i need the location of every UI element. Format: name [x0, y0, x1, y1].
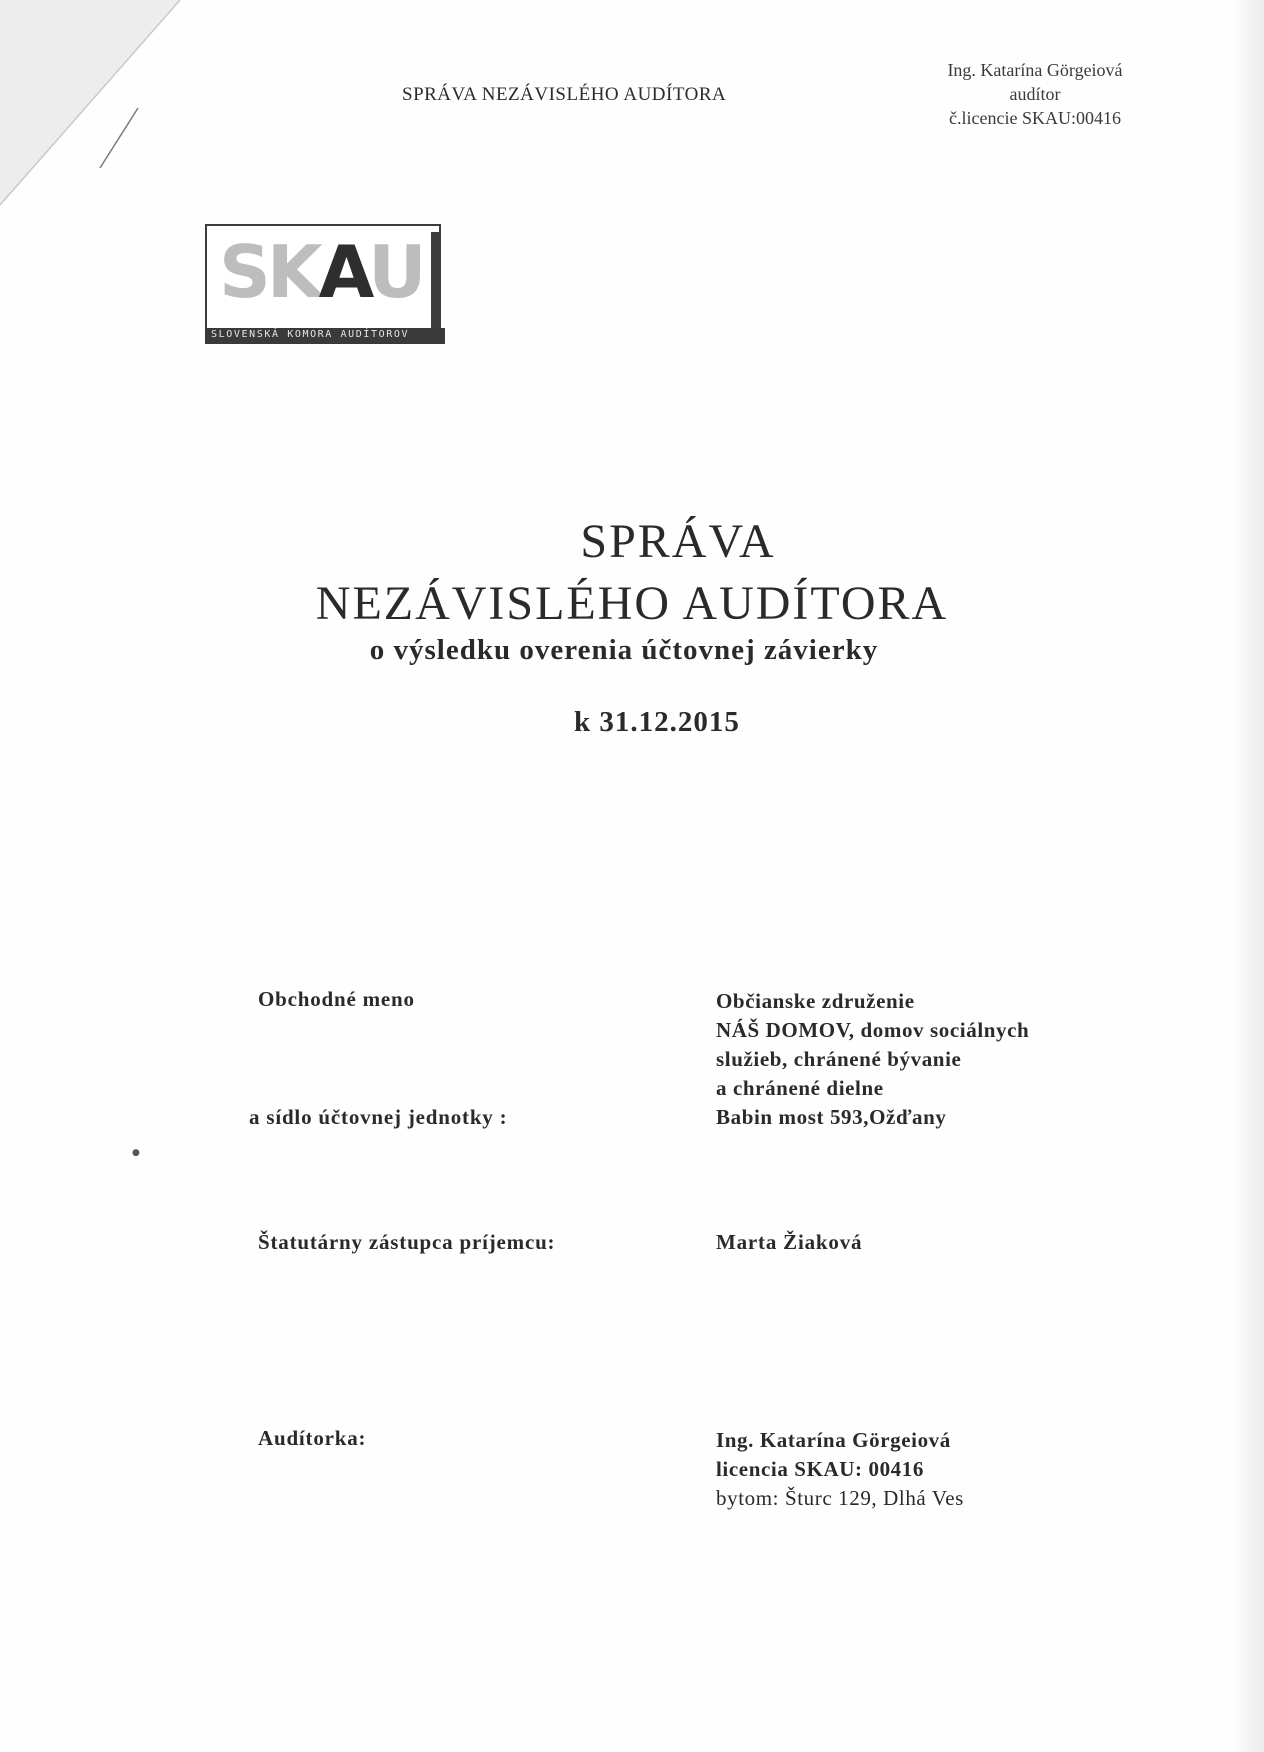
report-title-line-1: SPRÁVA [580, 515, 776, 568]
scan-right-edge [1232, 0, 1264, 1752]
entity-line: Občianske združenie [716, 989, 915, 1013]
report-date: k 31.12.2015 [574, 706, 740, 738]
header-auditor-name: Ing. Katarína Görgeiová [947, 60, 1123, 80]
skau-logo-letters-prefix: SK [219, 230, 319, 314]
entity-line: služieb, chránené bývanie [716, 1047, 962, 1071]
skau-logo [205, 224, 445, 344]
report-title-line-2: NEZÁVISLÉHO AUDÍTORA [315, 577, 949, 630]
skau-logo-letters-suffix: U [368, 230, 423, 314]
scan-corner-fold [0, 0, 180, 220]
header-license-number: č.licencie SKAU:00416 [949, 108, 1121, 128]
header-auditor-role: audítor [1009, 84, 1061, 104]
business-name-label: Obchodné meno [258, 987, 415, 1011]
skau-logo-letter-a: A [318, 230, 369, 314]
auditor-license: licencia SKAU: 00416 [716, 1457, 924, 1481]
scan-speck: ● [132, 1148, 140, 1158]
skau-logo-shadow [431, 232, 441, 330]
header-auditor-block [900, 58, 1170, 130]
skau-logo-letters [219, 228, 423, 316]
entity-line: NÁŠ DOMOV, domov sociálnych [716, 1018, 1030, 1042]
header-report-title: SPRÁVA NEZÁVISLÉHO AUDÍTORA [402, 84, 727, 105]
auditor-label: Audítorka: [258, 1426, 367, 1450]
seat-label: a sídlo účtovnej jednotky : [249, 1105, 508, 1129]
entity-address: Babin most 593,Ožďany [716, 1105, 947, 1129]
skau-logo-band [205, 328, 445, 344]
auditor-block [716, 1426, 964, 1513]
statutory-value: Marta Žiaková [716, 1230, 863, 1254]
statutory-label: Štatutárny zástupca príjemcu: [258, 1230, 556, 1254]
entity-line: a chránené dielne [716, 1076, 884, 1100]
auditor-address: bytom: Šturc 129, Dlhá Ves [716, 1486, 964, 1510]
auditor-name: Ing. Katarína Görgeiová [716, 1428, 951, 1452]
entity-name-block [716, 987, 1029, 1132]
report-subtitle: o výsledku overenia účtovnej závierky [369, 634, 879, 666]
skau-logo-band-text: SLOVENSKÁ KOMORA AUDÍTOROV [211, 329, 410, 340]
